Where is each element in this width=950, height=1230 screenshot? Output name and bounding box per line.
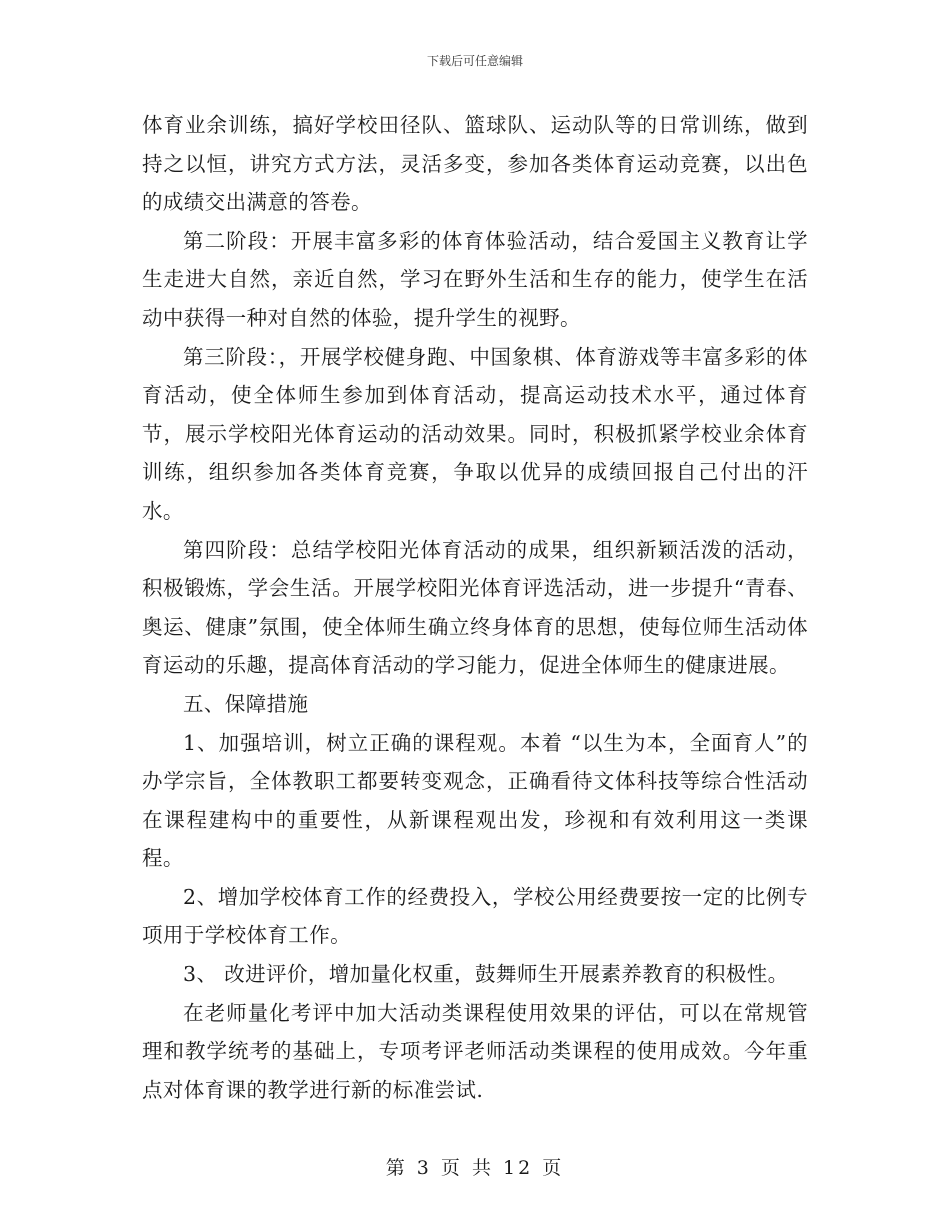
page-footer: 第 3 页 共 12 页 (385, 1157, 565, 1179)
page-header: 下载后可任意编辑 (426, 54, 523, 68)
paragraph-measure-2: 2、增加学校体育工作的经费投入，学校公用经费要按一定的比例专项用于学校体育工作。 (142, 884, 808, 948)
section-heading-guarantee: 五、保障措施 (183, 691, 309, 716)
document-body (142, 106, 808, 1109)
paragraph-4: 第四阶段：总结学校阳光体育活动的成果，组织新颖活泼的活动，积极锻炼，学会生活。开展学校阳光体育评选活动，进一步提升“青春、奥运、健康”氛围，使全体师生确立终身体育的思想，使每位师生活动体育运动的乐趣，提高体育活动的学习能力，促进全体师生的健康进展。 (142, 537, 808, 678)
paragraph-measure-3: 3、 改进评价，增加量化权重，鼓舞师生开展素养教育的积极性。 (183, 962, 789, 987)
paragraph-evaluation: 在老师量化考评中加大活动类课程使用效果的评估，可以在常规管理和教学统考的基础上，专项考评老师活动类课程的使用成效。今年重点对体育课的教学进行新的标准尝试. (142, 1000, 808, 1102)
paragraph-3: 第三阶段：，开展学校健身跑、中国象棋、体育游戏等丰富多彩的体育活动，使全体师生参加到体育活动，提高运动技术水平，通过体育节，展示学校阳光体育运动的活动效果。同时，积极抓紧学校业余体育训练，组织参加各类体育竞赛，争取以优异的成绩回报自己付出的汗水。 (142, 344, 808, 523)
paragraph-measure-1: 1、加强培训，树立正确的课程观。本着 “以生为本，全面育人”的办学宗旨，全体教职工都要转变观念，正确看待文体科技等综合性活动在课程建构中的重要性，从新课程观出发，珍视和有效利用这一类课程。 (142, 730, 808, 871)
paragraph-2: 第二阶段：开展丰富多彩的体育体验活动，结合爱国主义教育让学生走进大自然，亲近自然，学习在野外生活和生存的能力，使学生在活动中获得一种对自然的体验，提升学生的视野。 (142, 228, 808, 330)
paragraph-1: 体育业余训练，搞好学校田径队、篮球队、运动队等的日常训练，做到持之以恒，讲究方式方法，灵活多变，参加各类体育运动竞赛，以出色的成绩交出满意的答卷。 (142, 113, 808, 215)
